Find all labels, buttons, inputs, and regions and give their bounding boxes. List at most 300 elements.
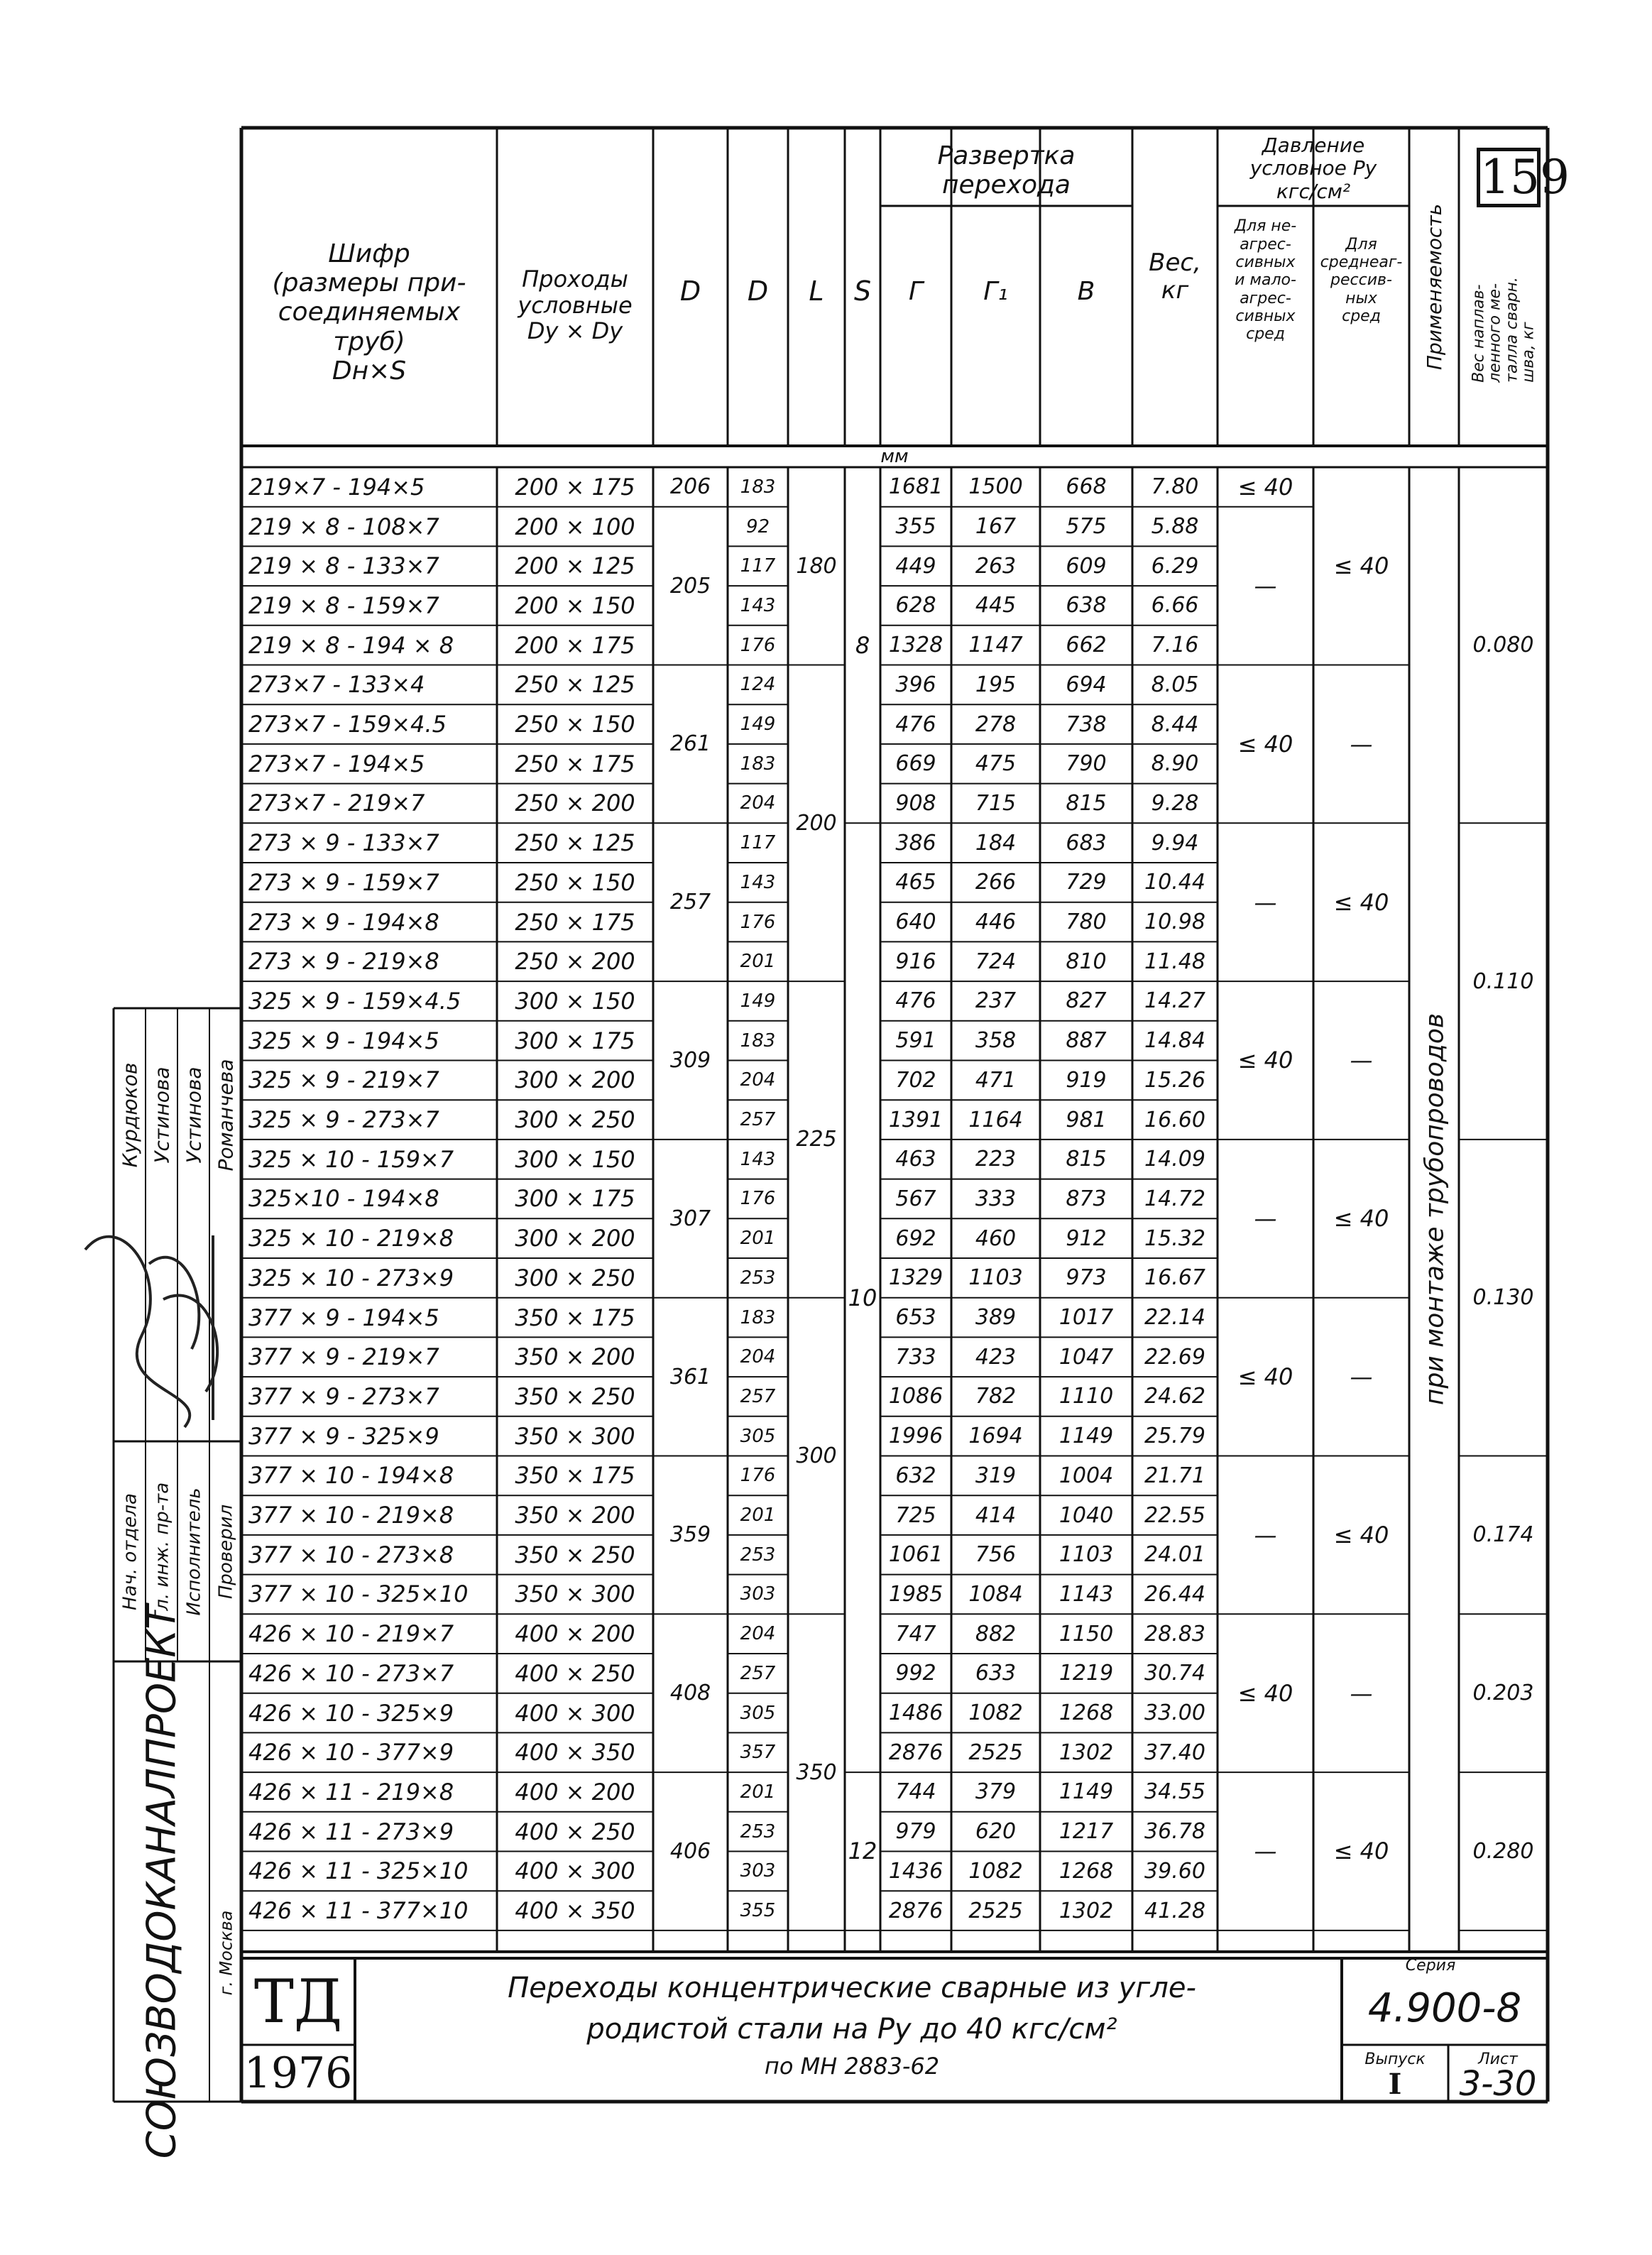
header-pressure: Давление условное Ру кгс/см²: [1249, 133, 1377, 203]
table-row-weight: 28.83: [1144, 1621, 1205, 1647]
table-row-code: 273 × 9 - 194×8: [248, 908, 439, 936]
table-row-d: 253: [740, 1820, 776, 1842]
table-row-b: 1103: [1059, 1542, 1114, 1568]
table-row-r1: 724: [975, 949, 1017, 974]
group-D: 257: [669, 890, 711, 915]
table-row-passage: 200 × 150: [515, 591, 635, 619]
table-row-d: 92: [745, 515, 770, 537]
table-row-r: 908: [895, 790, 936, 816]
table-row-b: 780: [1066, 910, 1107, 935]
table-row-code: 325 × 10 - 273×9: [248, 1264, 454, 1292]
sheet-label: Лист: [1478, 2050, 1518, 2068]
table-row-weight: 36.78: [1144, 1819, 1205, 1845]
stamp-name: Романчева: [214, 1058, 237, 1172]
issue-value: I: [1388, 2067, 1402, 2101]
table-row-r1: 1082: [968, 1700, 1023, 1726]
table-row-passage: 200 × 175: [515, 473, 635, 501]
table-row-code: 219 × 8 - 159×7: [248, 591, 439, 619]
table-row-r1: 882: [975, 1621, 1017, 1647]
table-row-r1: 1084: [968, 1581, 1023, 1607]
stamp-role: Гл. инж. пр-та: [151, 1482, 173, 1621]
table-row-weight: 11.48: [1144, 949, 1205, 974]
group-pressure-nonaggr: —: [1254, 888, 1277, 916]
table-row-weight: 14.27: [1144, 988, 1205, 1014]
table-row-passage: 400 × 300: [515, 1699, 635, 1727]
table-row-code: 325 × 10 - 159×7: [248, 1145, 454, 1173]
table-row-weight: 24.01: [1144, 1542, 1205, 1568]
table-row-r: 725: [895, 1502, 936, 1528]
table-row-b: 1047: [1059, 1344, 1114, 1370]
group-weld-weight: 0.080: [1472, 633, 1534, 658]
table-row-r: 733: [895, 1344, 936, 1370]
table-row-r: 465: [895, 870, 936, 895]
group-pressure-aggr: ≤ 40: [1333, 552, 1389, 580]
table-row-b: 919: [1066, 1067, 1107, 1093]
table-row-r1: 446: [975, 910, 1017, 935]
table-row-b: 815: [1066, 790, 1107, 816]
stamp-name: Курдюков: [118, 1062, 141, 1167]
table-row-code: 377 × 10 - 325×10: [248, 1580, 469, 1608]
table-row-d: 257: [740, 1385, 776, 1407]
table-row-b: 1110: [1059, 1384, 1114, 1409]
table-row-passage: 300 × 175: [515, 1027, 635, 1054]
table-row-passage: 250 × 125: [515, 829, 635, 857]
table-row-weight: 26.44: [1144, 1581, 1205, 1607]
table-row-b: 1268: [1059, 1700, 1114, 1726]
title-line2: родистой стали на Ру до 40 кгс/см²: [586, 2012, 1117, 2046]
table-row-d: 183: [740, 476, 776, 498]
table-row-d: 204: [740, 1069, 776, 1091]
table-row-passage: 350 × 175: [515, 1304, 635, 1331]
group-pressure-aggr: —: [1350, 1679, 1373, 1707]
table-row-weight: 8.90: [1151, 751, 1199, 777]
table-row-b: 815: [1066, 1147, 1107, 1172]
header-pressure-nonaggr: Для не- агрес- сивных и мало- агрес- сивных сред: [1234, 217, 1297, 344]
org-name: СОЮЗВОДОКАНАЛПРОЕКТ: [138, 1605, 185, 2158]
table-row-code: 377 × 10 - 194×8: [248, 1462, 454, 1490]
table-row-weight: 41.28: [1144, 1898, 1205, 1923]
org-city: г. Москва: [215, 1910, 236, 1995]
table-row-r1: 333: [975, 1186, 1017, 1211]
group-D: 307: [669, 1206, 711, 1231]
table-row-d: 176: [740, 911, 776, 933]
table-row-d: 183: [740, 753, 776, 775]
table-row-code: 273×7 - 219×7: [248, 790, 425, 817]
group-L: 350: [796, 1759, 837, 1785]
table-row-r1: 223: [975, 1147, 1017, 1172]
table-row-r1: 237: [975, 988, 1017, 1014]
group-pressure-nonaggr: —: [1254, 572, 1277, 600]
title-line1: Переходы концентрические сварные из угле-: [508, 1972, 1196, 2004]
group-L: 200: [796, 810, 837, 836]
table-row-r1: 471: [975, 1067, 1017, 1093]
table-row-b: 1149: [1059, 1779, 1114, 1805]
group-S: 10: [848, 1284, 877, 1311]
table-row-code: 426 × 10 - 325×9: [248, 1699, 454, 1727]
table-row-d: 143: [740, 594, 776, 616]
table-row-d: 357: [740, 1742, 776, 1764]
table-row-r: 591: [895, 1028, 936, 1054]
issue-label: Выпуск: [1364, 2050, 1426, 2068]
table-row-weight: 33.00: [1144, 1700, 1205, 1726]
group-pressure-nonaggr: ≤ 40: [1237, 1679, 1293, 1707]
table-row-d: 204: [740, 1346, 776, 1368]
table-row-r: 463: [895, 1147, 936, 1172]
group-L: 180: [796, 553, 837, 579]
table-row-passage: 350 × 250: [515, 1541, 635, 1568]
table-row-code: 325 × 9 - 194×5: [248, 1027, 439, 1054]
table-row-b: 1150: [1059, 1621, 1114, 1647]
table-row-r: 1996: [888, 1424, 943, 1449]
table-row-d: 257: [740, 1109, 776, 1131]
table-row-b: 638: [1066, 593, 1107, 618]
title-td: ТД: [253, 1967, 343, 2036]
table-row-r: 916: [895, 949, 936, 974]
table-row-d: 143: [740, 1148, 776, 1170]
header-weight: Вес, кг: [1149, 248, 1201, 305]
table-row-d: 149: [740, 714, 776, 736]
table-row-code: 273 × 9 - 159×7: [248, 868, 439, 896]
table-row-r: 476: [895, 988, 936, 1014]
table-row-r: 692: [895, 1225, 936, 1251]
table-row-weight: 7.16: [1151, 633, 1199, 658]
table-row-r1: 1500: [968, 474, 1023, 500]
table-row-weight: 16.60: [1144, 1107, 1205, 1132]
group-pressure-aggr: ≤ 40: [1333, 1521, 1389, 1549]
group-pressure-aggr: ≤ 40: [1333, 1205, 1389, 1233]
header-passage: Проходы условные Dу × Dу: [518, 265, 633, 345]
table-row-passage: 250 × 200: [515, 948, 635, 976]
table-row-b: 729: [1066, 870, 1107, 895]
table-row-code: 273 × 9 - 133×7: [248, 829, 439, 857]
table-row-code: 325×10 - 194×8: [248, 1185, 439, 1213]
table-row-code: 426 × 11 - 273×9: [248, 1818, 454, 1845]
group-D: 406: [669, 1838, 711, 1864]
table-row-weight: 6.66: [1151, 593, 1199, 618]
table-row-weight: 5.88: [1151, 514, 1199, 540]
table-row-d: 204: [740, 792, 776, 814]
table-row-d: 117: [740, 832, 776, 854]
table-row-r1: 445: [975, 593, 1017, 618]
table-row-r: 747: [895, 1621, 936, 1647]
group-pressure-aggr: —: [1350, 730, 1373, 758]
table-row-code: 325 × 9 - 273×7: [248, 1106, 439, 1134]
table-row-passage: 250 × 175: [515, 750, 635, 777]
table-row-code: 426 × 10 - 377×9: [248, 1739, 454, 1767]
table-row-b: 1017: [1059, 1305, 1114, 1331]
table-row-b: 1268: [1059, 1858, 1114, 1884]
table-row-r: 632: [895, 1463, 936, 1488]
table-row-b: 738: [1066, 711, 1107, 737]
group-pressure-nonaggr: ≤ 40: [1237, 1047, 1293, 1074]
table-row-r1: 2525: [968, 1740, 1023, 1765]
table-row-b: 1149: [1059, 1424, 1114, 1449]
table-row-weight: 9.28: [1151, 790, 1199, 816]
table-row-d: 303: [740, 1860, 776, 1882]
group-D: 408: [669, 1681, 711, 1706]
table-row-b: 973: [1066, 1265, 1107, 1291]
table-row-r: 1328: [888, 633, 943, 658]
stamp-role: Нач. отдела: [119, 1492, 141, 1610]
header-weld-weight: Вес наплав- ленного ме- талла сварн. шва, кг: [1470, 276, 1537, 383]
table-row-passage: 350 × 300: [515, 1422, 635, 1450]
table-row-passage: 350 × 250: [515, 1382, 635, 1410]
table-row-d: 201: [740, 1505, 776, 1527]
table-row-r1: 319: [975, 1463, 1017, 1488]
table-row-weight: 10.98: [1144, 910, 1205, 935]
table-row-r: 449: [895, 553, 936, 579]
group-pressure-aggr: —: [1350, 1047, 1373, 1074]
table-row-r: 1329: [888, 1265, 943, 1291]
table-row-weight: 8.05: [1151, 672, 1199, 697]
table-row-passage: 300 × 150: [515, 1145, 635, 1173]
table-row-passage: 250 × 150: [515, 868, 635, 896]
table-row-r1: 379: [975, 1779, 1017, 1805]
table-row-weight: 14.84: [1144, 1028, 1205, 1054]
table-row-r: 567: [895, 1186, 936, 1211]
table-row-weight: 9.94: [1151, 830, 1199, 856]
table-row-r1: 715: [975, 790, 1017, 816]
table-row-b: 1217: [1059, 1819, 1114, 1845]
table-row-d: 305: [740, 1425, 776, 1447]
table-row-r: 1985: [888, 1581, 943, 1607]
table-row-d: 305: [740, 1702, 776, 1724]
table-row-b: 827: [1066, 988, 1107, 1014]
table-row-code: 377 × 10 - 219×8: [248, 1502, 454, 1529]
table-row-weight: 14.09: [1144, 1147, 1205, 1172]
table-row-b: 683: [1066, 830, 1107, 856]
group-D: 205: [669, 573, 711, 599]
table-row-b: 912: [1066, 1225, 1107, 1251]
group-pressure-aggr: —: [1350, 1363, 1373, 1391]
table-row-code: 426 × 11 - 325×10: [248, 1857, 469, 1885]
application-text: при монтаже трубопроводов: [1419, 1013, 1449, 1406]
table-row-d: 303: [740, 1583, 776, 1605]
table-row-r1: 1103: [968, 1265, 1023, 1291]
table-row-code: 325 × 9 - 219×7: [248, 1066, 439, 1094]
header-D-inner: D: [747, 275, 769, 307]
table-row-b: 1302: [1059, 1898, 1114, 1923]
table-row-weight: 16.67: [1144, 1265, 1205, 1291]
table-row-r: 744: [895, 1779, 936, 1805]
table-row-r1: 1147: [968, 633, 1023, 658]
table-row-code: 377 × 9 - 219×7: [248, 1343, 439, 1371]
group-weld-weight: 0.130: [1472, 1285, 1534, 1311]
table-row-r: 628: [895, 593, 936, 618]
table-row-passage: 400 × 300: [515, 1857, 635, 1885]
table-row-passage: 250 × 175: [515, 908, 635, 936]
group-D: 206: [669, 474, 711, 500]
table-row-passage: 300 × 250: [515, 1264, 635, 1292]
group-pressure-aggr: ≤ 40: [1333, 888, 1389, 916]
group-S: 8: [855, 631, 870, 659]
table-row-d: 149: [740, 990, 776, 1012]
table-row-passage: 300 × 200: [515, 1066, 635, 1094]
table-row-code: 426 × 10 - 219×7: [248, 1620, 454, 1648]
table-row-r1: 358: [975, 1028, 1017, 1054]
table-row-d: 201: [740, 1781, 776, 1803]
table-row-d: 176: [740, 634, 776, 656]
signature-scribbles: [85, 1235, 217, 1427]
table-row-passage: 250 × 125: [515, 671, 635, 699]
table-row-weight: 30.74: [1144, 1661, 1205, 1686]
table-row-code: 377 × 9 - 194×5: [248, 1304, 439, 1331]
title-year: 1976: [244, 2048, 353, 2098]
header-pressure-aggr: Для среднеаг- рессив- ных сред: [1320, 235, 1403, 325]
table-row-code: 377 × 10 - 273×8: [248, 1541, 454, 1568]
group-D: 309: [669, 1047, 711, 1073]
group-weld-weight: 0.110: [1472, 968, 1534, 994]
table-row-code: 426 × 10 - 273×7: [248, 1659, 454, 1687]
group-L: 225: [796, 1127, 837, 1152]
table-row-b: 810: [1066, 949, 1107, 974]
table-row-passage: 350 × 200: [515, 1502, 635, 1529]
table-row-r: 640: [895, 910, 936, 935]
table-row-d: 117: [740, 555, 776, 577]
table-row-b: 1219: [1059, 1661, 1114, 1686]
table-row-r1: 195: [975, 672, 1017, 697]
header-S: S: [853, 275, 872, 307]
group-D: 361: [669, 1364, 711, 1389]
table-row-r1: 389: [975, 1305, 1017, 1331]
group-L: 300: [796, 1443, 837, 1468]
table-row-passage: 300 × 150: [515, 987, 635, 1015]
series-value: 4.900-8: [1367, 1984, 1522, 2031]
table-row-r1: 460: [975, 1225, 1017, 1251]
table-row-r1: 414: [975, 1502, 1017, 1528]
group-pressure-nonaggr: —: [1254, 1521, 1277, 1549]
table-row-weight: 15.26: [1144, 1067, 1205, 1093]
header-L: L: [809, 275, 824, 307]
group-pressure-nonaggr: —: [1254, 1838, 1277, 1865]
table-row-code: 377 × 9 - 273×7: [248, 1382, 439, 1410]
table-row-weight: 10.44: [1144, 870, 1205, 895]
table-row-r1: 475: [975, 751, 1017, 777]
table-row-r: 386: [895, 830, 936, 856]
table-row-d: 253: [740, 1544, 776, 1566]
group-pressure-nonaggr: ≤ 40: [1237, 1363, 1293, 1391]
table-row-d: 124: [740, 674, 776, 696]
units-row: мм: [880, 446, 909, 467]
table-row-r1: 782: [975, 1384, 1017, 1409]
table-row-r: 669: [895, 751, 936, 777]
table-row-weight: 25.79: [1144, 1424, 1205, 1449]
table-row-code: 273 × 9 - 219×8: [248, 948, 439, 976]
table-row-code: 219×7 - 194×5: [248, 473, 425, 501]
sheet-value: 3-30: [1459, 2064, 1537, 2104]
table-row-code: 426 × 11 - 219×8: [248, 1778, 454, 1806]
table-row-r1: 167: [975, 514, 1017, 540]
group-pressure-nonaggr: ≤ 40: [1237, 473, 1293, 501]
group-pressure-nonaggr: —: [1254, 1205, 1277, 1233]
header-b: В: [1077, 276, 1095, 306]
header-application: Применяемость: [1422, 203, 1446, 371]
table-row-r: 1436: [888, 1858, 943, 1884]
table-row-passage: 300 × 175: [515, 1185, 635, 1213]
table-row-weight: 24.62: [1144, 1384, 1205, 1409]
table-row-r: 1486: [888, 1700, 943, 1726]
stamp-role: Проверил: [214, 1504, 236, 1599]
stamp-role: Исполнитель: [182, 1487, 204, 1616]
header-r1: Г₁: [983, 276, 1008, 306]
table-row-r: 476: [895, 711, 936, 737]
table-row-code: 325 × 9 - 159×4.5: [248, 987, 461, 1015]
stamp-name: Устинова: [182, 1066, 205, 1164]
stamp-name: Устинова: [150, 1066, 173, 1164]
header-development: Развертка перехода: [937, 141, 1076, 200]
table-row-passage: 200 × 175: [515, 631, 635, 659]
table-row-r1: 278: [975, 711, 1017, 737]
table-row-b: 1143: [1059, 1581, 1114, 1607]
table-row-weight: 22.55: [1144, 1502, 1205, 1528]
table-row-r: 979: [895, 1819, 936, 1845]
table-row-b: 662: [1066, 633, 1107, 658]
table-row-r1: 633: [975, 1661, 1017, 1686]
table-row-d: 176: [740, 1188, 776, 1210]
table-row-weight: 22.14: [1144, 1305, 1205, 1331]
table-row-passage: 400 × 200: [515, 1620, 635, 1648]
table-row-passage: 200 × 100: [515, 513, 635, 540]
table-row-code: 273×7 - 133×4: [248, 671, 425, 699]
group-weld-weight: 0.203: [1472, 1681, 1534, 1706]
table-row-weight: 21.71: [1144, 1463, 1205, 1488]
group-pressure-nonaggr: ≤ 40: [1237, 730, 1293, 758]
header-r: Г: [908, 276, 924, 306]
table-row-r1: 1082: [968, 1858, 1023, 1884]
table-row-b: 981: [1066, 1107, 1107, 1132]
table-row-d: 143: [740, 871, 776, 893]
table-row-code: 219 × 8 - 108×7: [248, 513, 439, 540]
table-row-r1: 1694: [968, 1424, 1023, 1449]
table-row-r: 1391: [888, 1107, 943, 1132]
table-row-code: 219 × 8 - 194 × 8: [248, 631, 454, 659]
table-row-code: 377 × 9 - 325×9: [248, 1422, 439, 1450]
table-row-d: 201: [740, 951, 776, 973]
page-number: 159: [1477, 148, 1541, 207]
table-row-r: 702: [895, 1067, 936, 1093]
table-row-r: 2876: [888, 1898, 943, 1923]
table-row-code: 273×7 - 159×4.5: [248, 711, 447, 738]
table-row-passage: 350 × 175: [515, 1462, 635, 1490]
table-row-b: 1302: [1059, 1740, 1114, 1765]
table-row-weight: 39.60: [1144, 1858, 1205, 1884]
table-row-b: 668: [1066, 474, 1107, 500]
table-row-b: 873: [1066, 1186, 1107, 1211]
table-row-weight: 7.80: [1151, 474, 1199, 500]
table-row-r1: 263: [975, 553, 1017, 579]
table-row-passage: 400 × 350: [515, 1739, 635, 1767]
table-row-r: 653: [895, 1305, 936, 1331]
series-label: Серия: [1405, 1956, 1456, 1975]
group-D: 261: [669, 731, 711, 757]
table-row-passage: 350 × 200: [515, 1343, 635, 1371]
table-row-r1: 423: [975, 1344, 1017, 1370]
table-row-r1: 1164: [968, 1107, 1023, 1132]
group-S: 12: [848, 1838, 877, 1865]
table-row-weight: 37.40: [1144, 1740, 1205, 1765]
table-row-b: 694: [1066, 672, 1107, 697]
table-row-weight: 34.55: [1144, 1779, 1205, 1805]
title-line3: по МН 2883-62: [764, 2053, 940, 2080]
table-row-d: 257: [740, 1662, 776, 1684]
table-row-weight: 6.29: [1151, 553, 1199, 579]
table-row-weight: 14.72: [1144, 1186, 1205, 1211]
table-row-r: 1061: [888, 1542, 943, 1568]
table-row-d: 204: [740, 1623, 776, 1645]
table-row-passage: 400 × 250: [515, 1659, 635, 1687]
header-D-outer: D: [679, 275, 701, 307]
table-row-passage: 250 × 150: [515, 711, 635, 738]
